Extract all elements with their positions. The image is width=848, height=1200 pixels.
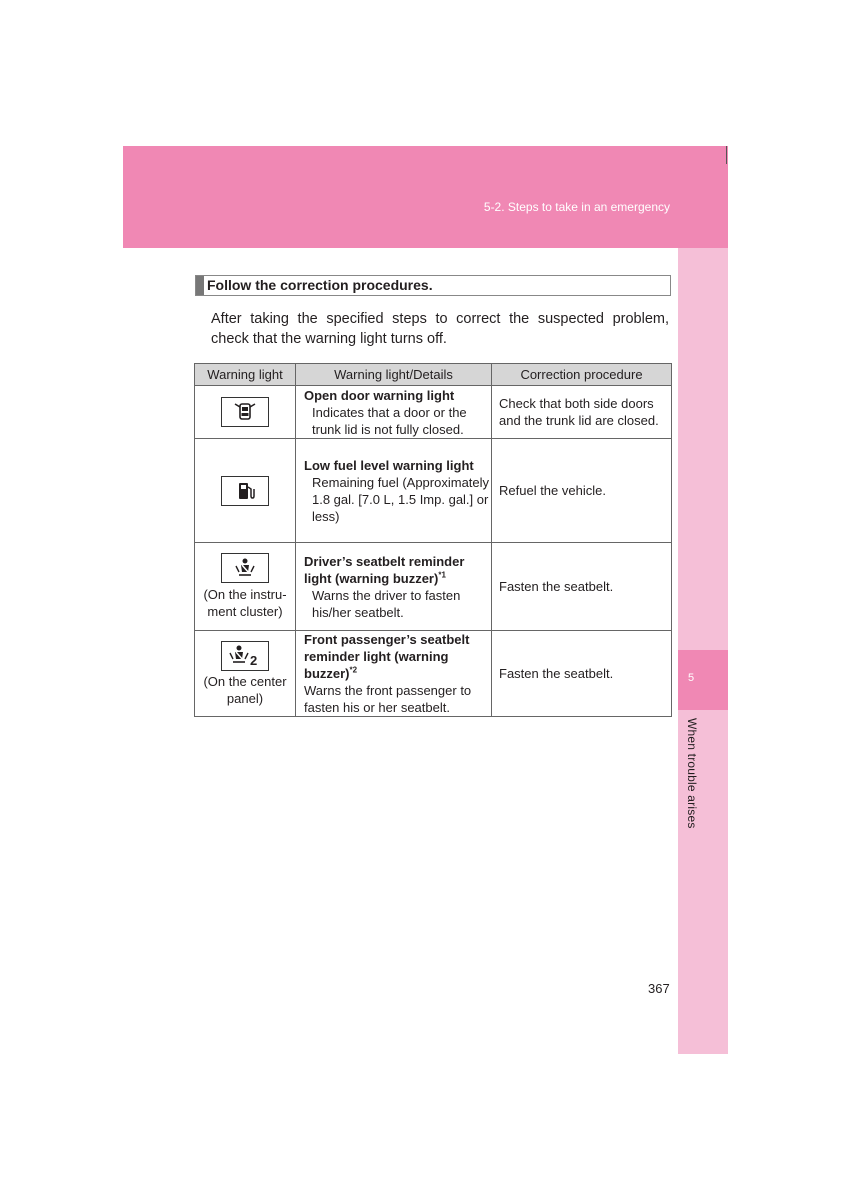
chapter-side-tab[interactable] — [678, 248, 728, 1054]
heading-bar — [196, 276, 204, 295]
table-row — [195, 631, 672, 717]
table-row — [195, 543, 672, 631]
warning-details: Remaining fuel (Approximately 1.8 gal. [7.0 L, 1.5 Imp. gal.] or less) — [312, 474, 490, 524]
warning-details: Warns the driver to fasten his/her seatbelt. — [312, 587, 461, 620]
warning-light-cell — [195, 439, 296, 543]
warning-details: Indicates that a door or the trunk lid is not fully closed. — [312, 404, 467, 437]
warning-title — [304, 631, 491, 682]
open-door-icon — [221, 397, 269, 427]
warning-light-table — [194, 363, 672, 717]
column-header: Correction procedure — [492, 364, 672, 386]
crop-mark — [726, 146, 727, 164]
header-band — [123, 146, 728, 248]
warning-title — [304, 553, 491, 587]
passenger-number-label: 2 — [250, 652, 258, 668]
procedure-cell: Fasten the seatbelt. — [492, 631, 672, 717]
warning-title: Low fuel level warning light — [304, 457, 474, 473]
details-cell — [296, 439, 492, 543]
footnote-marker: *2 — [349, 665, 358, 675]
fuel-pump-icon — [221, 476, 269, 506]
column-header: Warning light/Details — [296, 364, 492, 386]
section-heading-text: Follow the correction procedures. — [207, 277, 433, 293]
details-cell — [296, 543, 492, 631]
warning-light-cell — [195, 386, 296, 439]
warning-light-cell — [195, 543, 296, 631]
section-heading — [195, 275, 671, 296]
procedure-cell: Fasten the seatbelt. — [492, 543, 672, 631]
page-number: 367 — [648, 981, 670, 996]
procedure-cell: Check that both side doors and the trunk lid are closed. — [492, 386, 672, 439]
chapter-number: 5 — [688, 672, 695, 684]
table-row — [195, 386, 672, 439]
warning-title: Open door warning light — [304, 387, 455, 403]
procedure-cell: Refuel the vehicle. — [492, 439, 672, 543]
chapter-number-tab[interactable] — [678, 650, 728, 710]
footnote-marker: *1 — [438, 570, 446, 580]
seatbelt-icon — [221, 553, 269, 583]
section-breadcrumb: 5-2. Steps to take in an emergency — [483, 200, 670, 214]
warning-title-text: Driver’s seatbelt reminder light (warning buzzer) — [304, 553, 465, 586]
column-header: Warning light — [195, 364, 296, 386]
icon-caption: (On the instru-ment cluster) — [203, 587, 287, 619]
intro-paragraph: After taking the specified steps to correct the suspected problem, check that the warning light turns off. — [211, 311, 669, 347]
icon-caption: (On the center panel) — [203, 673, 287, 706]
warning-details: Warns the front passenger to fasten his or her seatbelt. — [304, 683, 472, 715]
table-row — [195, 439, 672, 543]
chapter-label: When trouble arises — [685, 718, 699, 829]
table-header-row — [195, 364, 672, 386]
details-cell — [296, 386, 492, 439]
warning-title-text: Front passenger’s seatbelt reminder light (warning buzzer) — [304, 632, 470, 681]
details-cell — [296, 631, 492, 717]
passenger-seatbelt-icon — [221, 641, 269, 671]
warning-light-cell — [195, 631, 296, 717]
